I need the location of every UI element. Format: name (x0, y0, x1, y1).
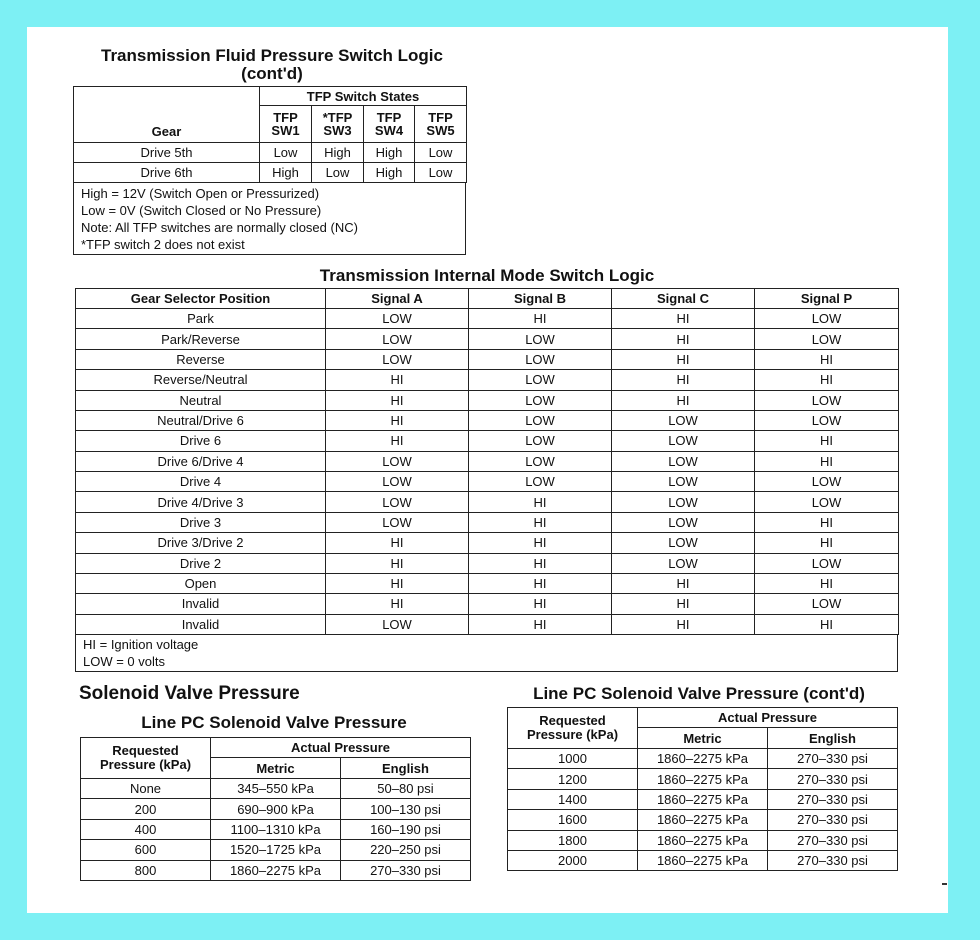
pressure-cell: 1100–1310 kPa (211, 819, 341, 839)
imsl-header-signal-p: Signal P (755, 289, 899, 309)
imsl-cell: Open (76, 573, 326, 593)
imsl-cell: HI (612, 329, 755, 349)
imsl-header-position: Gear Selector Position (76, 289, 326, 309)
imsl-cell: HI (326, 410, 469, 430)
imsl-cell: LOW (326, 512, 469, 532)
requested-header-l2: Pressure (kPa) (99, 757, 192, 772)
pressure-cell: 1860–2275 kPa (638, 830, 768, 850)
imsl-cell: Drive 6 (76, 431, 326, 451)
metric-header: Metric (211, 758, 341, 779)
imsl-cell: LOW (326, 309, 469, 329)
imsl-cell: HI (469, 553, 612, 573)
imsl-cell: HI (326, 533, 469, 553)
imsl-header-signal-b: Signal B (469, 289, 612, 309)
pressure-cell: 270–330 psi (768, 810, 898, 830)
table-row (508, 850, 898, 870)
table-row (508, 789, 898, 809)
pressure-cell: 100–130 psi (341, 799, 471, 819)
pressure-cell: 160–190 psi (341, 819, 471, 839)
imsl-cell: HI (326, 594, 469, 614)
pressure-cell: 270–330 psi (768, 749, 898, 769)
pressure-cell: 345–550 kPa (211, 779, 341, 799)
table-row (508, 830, 898, 850)
imsl-note: HI = Ignition voltage (83, 637, 199, 652)
table-row (74, 143, 467, 163)
tfp-sw4-header (364, 106, 415, 143)
imsl-cell: LOW (326, 329, 469, 349)
tfp-sw3-header-l2: SW3 (323, 123, 352, 138)
imsl-cell: HI (755, 512, 899, 532)
imsl-cell: HI (326, 431, 469, 451)
imsl-cell: LOW (469, 451, 612, 471)
imsl-cell: Invalid (76, 594, 326, 614)
actual-pressure-header: Actual Pressure (211, 738, 471, 758)
tfp-state-cell: High (364, 163, 415, 183)
pressure-cell: 800 (81, 860, 211, 880)
tfp-note: *TFP switch 2 does not exist (81, 237, 245, 252)
pressure-cell: 200 (81, 799, 211, 819)
imsl-cell: HI (612, 390, 755, 410)
table-row (76, 451, 899, 471)
imsl-cell: Drive 4 (76, 472, 326, 492)
imsl-cell: HI (612, 349, 755, 369)
imsl-cell: Drive 4/Drive 3 (76, 492, 326, 512)
table-row (76, 349, 899, 369)
table-row (76, 472, 899, 492)
solenoid-left-title: Line PC Solenoid Valve Pressure (141, 713, 407, 732)
requested-header-l2: Pressure (kPa) (526, 727, 619, 742)
imsl-cell: HI (326, 390, 469, 410)
metric-header: Metric (638, 728, 768, 749)
imsl-cell: LOW (755, 410, 899, 430)
pressure-cell: 270–330 psi (341, 860, 471, 880)
requested-pressure-header (81, 738, 211, 779)
imsl-cell: Reverse/Neutral (76, 370, 326, 390)
tfp-gear-cell: Drive 5th (74, 143, 260, 163)
imsl-cell: LOW (326, 349, 469, 369)
imsl-cell: HI (469, 492, 612, 512)
pressure-cell: 1860–2275 kPa (638, 850, 768, 870)
imsl-cell: LOW (755, 390, 899, 410)
imsl-cell: LOW (612, 410, 755, 430)
tfp-sw1-header-l1: TFP (273, 110, 298, 125)
table-row (508, 769, 898, 789)
imsl-cell: Drive 6/Drive 4 (76, 451, 326, 471)
table-row (81, 840, 471, 860)
pressure-cell: 270–330 psi (768, 769, 898, 789)
imsl-cell: HI (326, 573, 469, 593)
tfp-title-line2: (cont'd) (241, 64, 303, 83)
imsl-cell: HI (326, 553, 469, 573)
tfp-note: Note: All TFP switches are normally closed (NC) (81, 220, 358, 235)
imsl-cell: LOW (326, 451, 469, 471)
pressure-cell: None (81, 779, 211, 799)
pressure-cell: 1860–2275 kPa (211, 860, 341, 880)
table-row (76, 573, 899, 593)
imsl-cell: HI (755, 533, 899, 553)
tfp-title-line1: Transmission Fluid Pressure Switch Logic (101, 46, 443, 65)
imsl-cell: HI (755, 573, 899, 593)
imsl-cell: HI (612, 614, 755, 634)
imsl-cell: HI (469, 512, 612, 532)
imsl-cell: HI (469, 614, 612, 634)
imsl-cell: LOW (612, 512, 755, 532)
table-row (76, 390, 899, 410)
tfp-sw4-header-l2: SW4 (374, 123, 404, 138)
imsl-cell: HI (469, 573, 612, 593)
imsl-cell: Neutral/Drive 6 (76, 410, 326, 430)
pressure-cell: 270–330 psi (768, 850, 898, 870)
imsl-cell: HI (612, 573, 755, 593)
tfp-sw3-header (312, 106, 364, 143)
pressure-cell: 1000 (508, 749, 638, 769)
requested-header-l1: Requested (539, 713, 606, 728)
table-row (81, 860, 471, 880)
document-page (27, 27, 948, 913)
imsl-cell: LOW (612, 431, 755, 451)
pressure-cell: 1600 (508, 810, 638, 830)
table-row (76, 533, 899, 553)
imsl-cell: LOW (755, 329, 899, 349)
tfp-sw1-header-l2: SW1 (271, 123, 300, 138)
pressure-cell: 690–900 kPa (211, 799, 341, 819)
imsl-cell: LOW (469, 431, 612, 451)
tfp-gear-header: Gear (74, 87, 260, 143)
tfp-sw4-header-l1: TFP (376, 110, 402, 125)
imsl-notes (75, 634, 898, 672)
imsl-table (75, 288, 899, 635)
tfp-sw1-header (260, 106, 312, 143)
imsl-note: LOW = 0 volts (83, 654, 165, 669)
imsl-cell: Drive 3/Drive 2 (76, 533, 326, 553)
imsl-cell: Drive 3 (76, 512, 326, 532)
table-row (76, 614, 899, 634)
imsl-header-signal-a: Signal A (326, 289, 469, 309)
imsl-cell: LOW (469, 349, 612, 369)
pressure-cell: 1860–2275 kPa (638, 749, 768, 769)
solenoid-right-title: Line PC Solenoid Valve Pressure (cont'd) (533, 684, 865, 703)
pressure-cell: 270–330 psi (768, 830, 898, 850)
table-row (76, 594, 899, 614)
english-header: English (341, 758, 471, 779)
pressure-cell: 2000 (508, 850, 638, 870)
table-row (508, 810, 898, 830)
tfp-state-cell: High (364, 143, 415, 163)
imsl-cell: LOW (612, 553, 755, 573)
imsl-cell: HI (612, 370, 755, 390)
imsl-cell: LOW (469, 410, 612, 430)
scan-mark (942, 883, 947, 885)
tfp-state-cell: High (260, 163, 312, 183)
imsl-cell: LOW (755, 594, 899, 614)
imsl-cell: Park/Reverse (76, 329, 326, 349)
imsl-cell: HI (469, 594, 612, 614)
imsl-cell: HI (469, 309, 612, 329)
tfp-sw5-header-l1: TFP (428, 110, 453, 125)
imsl-cell: LOW (612, 492, 755, 512)
imsl-cell: HI (326, 370, 469, 390)
pressure-cell: 50–80 psi (341, 779, 471, 799)
imsl-cell: HI (755, 431, 899, 451)
requested-pressure-header (508, 708, 638, 749)
table-row (76, 410, 899, 430)
pressure-cell: 1800 (508, 830, 638, 850)
imsl-cell: HI (755, 451, 899, 471)
tfp-state-cell: Low (260, 143, 312, 163)
english-header: English (768, 728, 898, 749)
imsl-cell: HI (755, 614, 899, 634)
imsl-cell: HI (755, 349, 899, 369)
imsl-cell: Invalid (76, 614, 326, 634)
imsl-cell: LOW (326, 472, 469, 492)
imsl-cell: LOW (469, 472, 612, 492)
table-row (508, 749, 898, 769)
tfp-note: High = 12V (Switch Open or Pressurized) (81, 186, 320, 201)
imsl-title: Transmission Internal Mode Switch Logic (319, 266, 655, 285)
imsl-cell: LOW (612, 533, 755, 553)
solenoid-section-title: Solenoid Valve Pressure (79, 683, 300, 704)
tfp-sw3-header-l1: *TFP (322, 110, 353, 125)
tfp-state-cell: Low (312, 163, 364, 183)
tfp-state-cell: Low (415, 163, 467, 183)
imsl-cell: Neutral (76, 390, 326, 410)
tfp-notes (73, 182, 466, 255)
table-row (74, 163, 467, 183)
imsl-cell: LOW (755, 309, 899, 329)
pressure-cell: 1520–1725 kPa (211, 840, 341, 860)
pressure-cell: 270–330 psi (768, 789, 898, 809)
tfp-note: Low = 0V (Switch Closed or No Pressure) (81, 203, 322, 218)
imsl-cell: LOW (612, 472, 755, 492)
table-row (76, 329, 899, 349)
tfp-title (72, 47, 472, 83)
tfp-switch-states-header: TFP Switch States (260, 87, 467, 106)
table-row (81, 799, 471, 819)
imsl-cell: LOW (755, 553, 899, 573)
imsl-cell: LOW (326, 614, 469, 634)
tfp-gear-cell: Drive 6th (74, 163, 260, 183)
imsl-cell: Drive 2 (76, 553, 326, 573)
table-row (76, 492, 899, 512)
imsl-cell: LOW (469, 390, 612, 410)
table-row (76, 553, 899, 573)
tfp-table (73, 86, 467, 183)
tfp-sw5-header-l2: SW5 (426, 123, 455, 138)
imsl-cell: Reverse (76, 349, 326, 369)
pressure-cell: 400 (81, 819, 211, 839)
imsl-cell: HI (612, 309, 755, 329)
pressure-cell: 600 (81, 840, 211, 860)
imsl-cell: LOW (469, 370, 612, 390)
tfp-sw5-header (415, 106, 467, 143)
imsl-cell: Park (76, 309, 326, 329)
imsl-cell: HI (755, 370, 899, 390)
imsl-cell: LOW (326, 492, 469, 512)
requested-header-l1: Requested (112, 743, 179, 758)
pressure-cell: 1860–2275 kPa (638, 810, 768, 830)
actual-pressure-header: Actual Pressure (638, 708, 898, 728)
table-row (81, 779, 471, 799)
pressure-cell: 1860–2275 kPa (638, 769, 768, 789)
tfp-state-cell: Low (415, 143, 467, 163)
line-pc-table-left (80, 737, 471, 881)
table-row (76, 370, 899, 390)
pressure-cell: 1200 (508, 769, 638, 789)
imsl-cell: HI (612, 594, 755, 614)
imsl-cell: LOW (469, 329, 612, 349)
imsl-cell: LOW (755, 472, 899, 492)
imsl-cell: LOW (612, 451, 755, 471)
pressure-cell: 1400 (508, 789, 638, 809)
pressure-cell: 1860–2275 kPa (638, 789, 768, 809)
line-pc-table-right (507, 707, 898, 871)
table-row (76, 512, 899, 532)
table-row (81, 819, 471, 839)
imsl-cell: LOW (755, 492, 899, 512)
tfp-state-cell: High (312, 143, 364, 163)
imsl-cell: HI (469, 533, 612, 553)
pressure-cell: 220–250 psi (341, 840, 471, 860)
table-row (76, 309, 899, 329)
table-row (76, 431, 899, 451)
imsl-header-signal-c: Signal C (612, 289, 755, 309)
